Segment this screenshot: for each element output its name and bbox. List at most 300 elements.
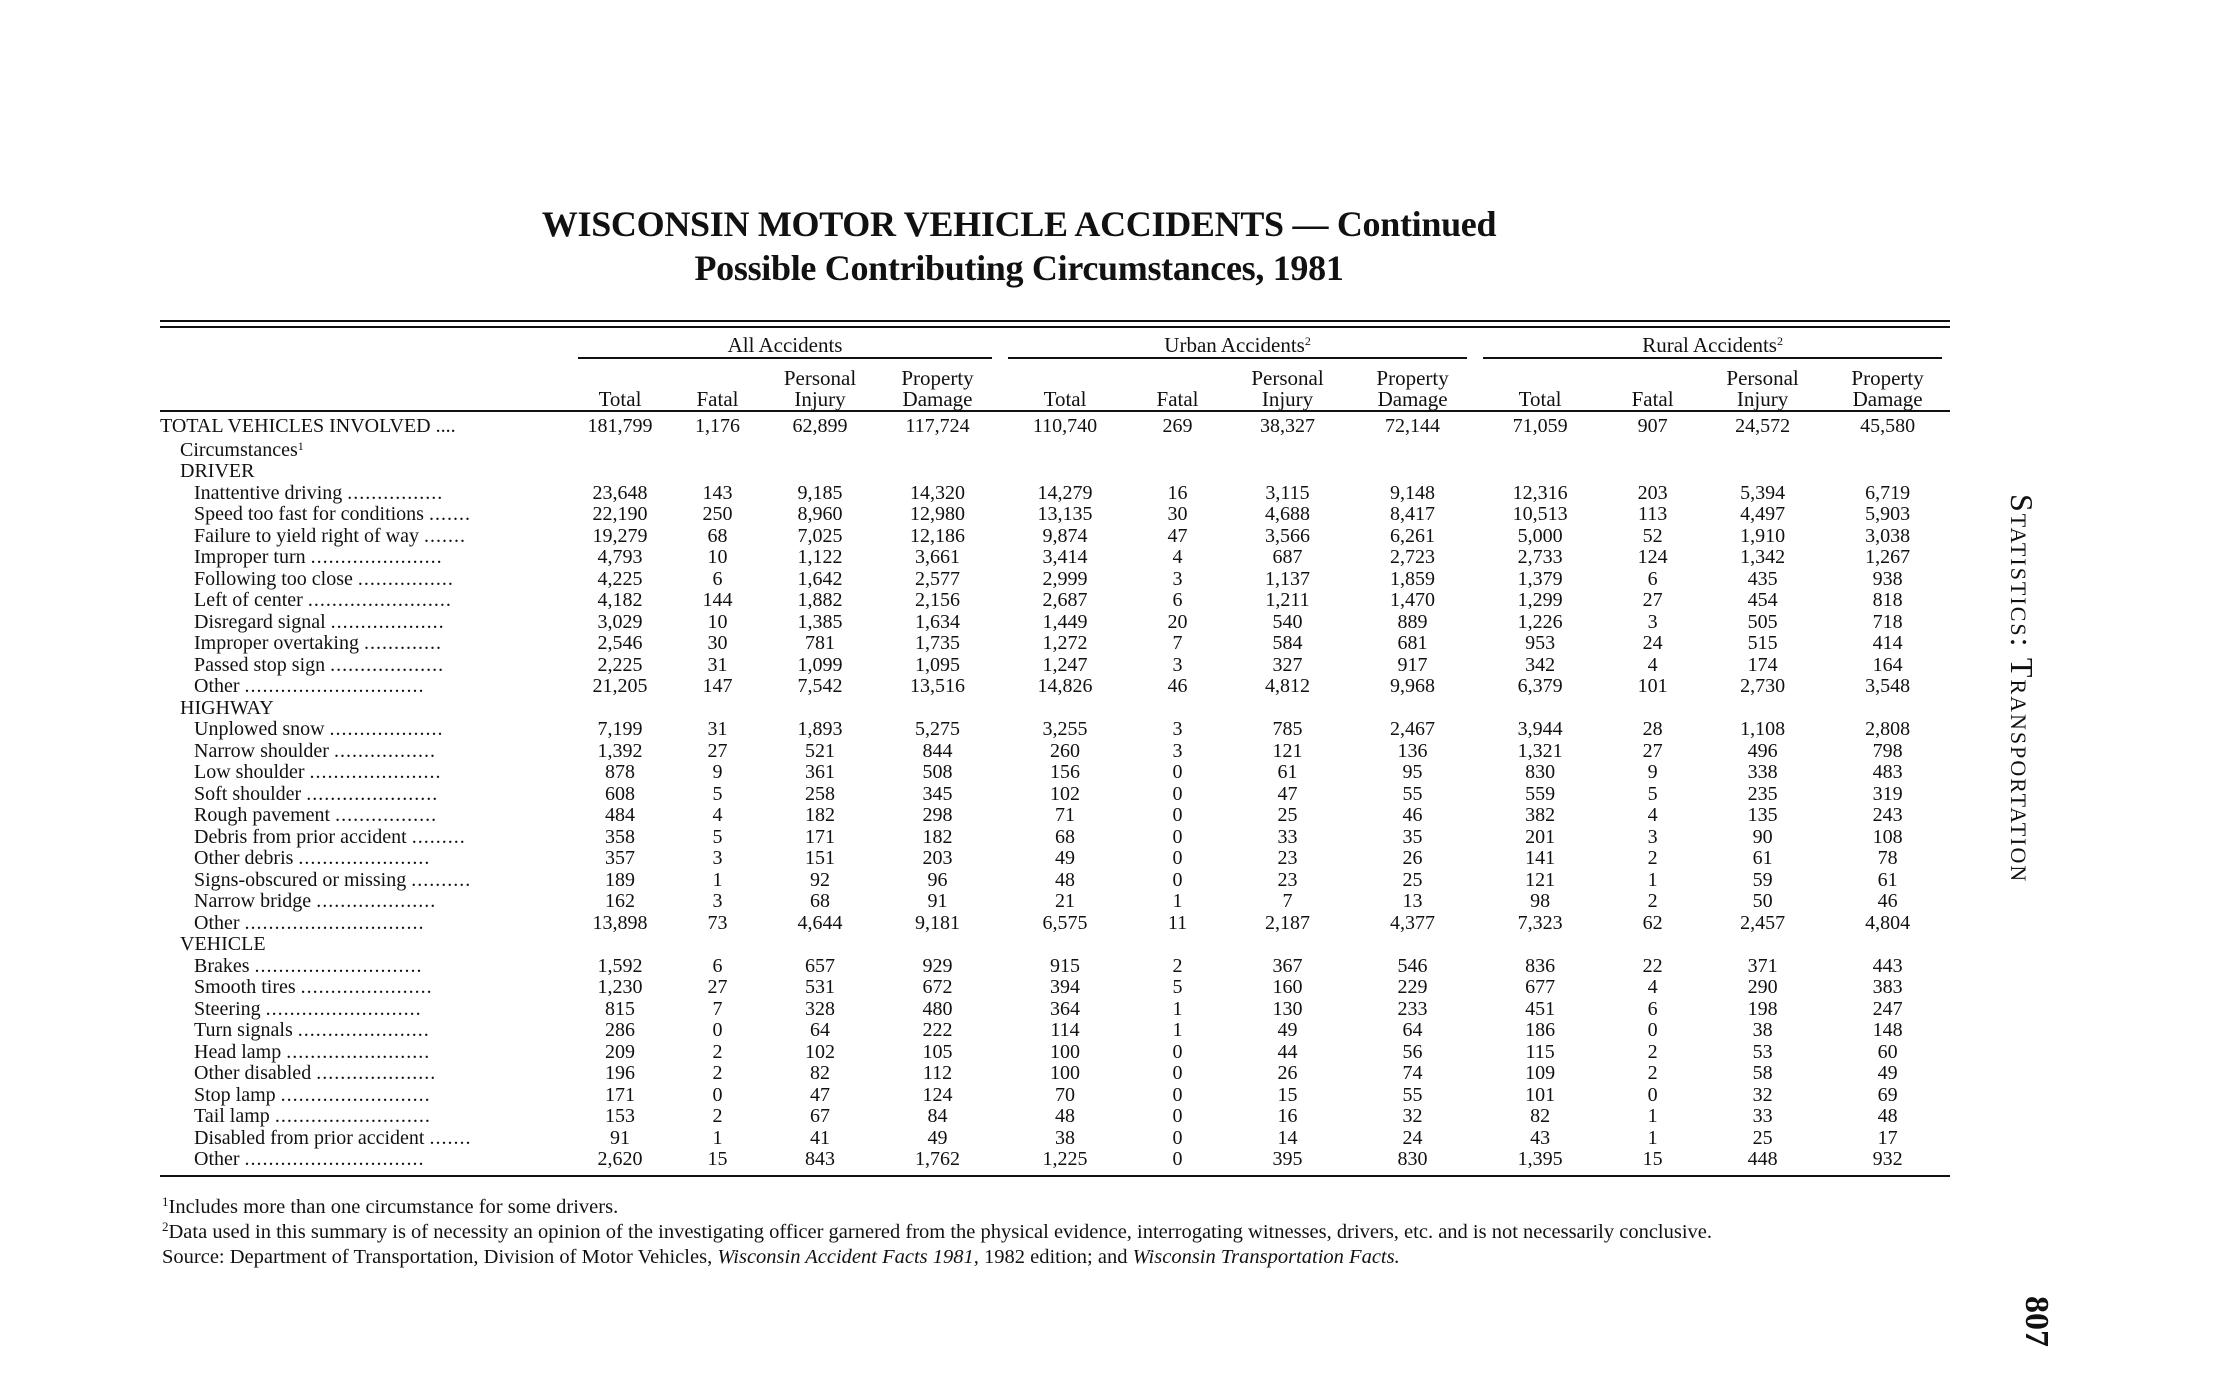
cell-value: 718 xyxy=(1872,611,1903,633)
row-label-text: Failure to yield right of way xyxy=(194,525,419,547)
cell-value: 56 xyxy=(1402,1041,1423,1063)
cell-value: 1 xyxy=(1172,998,1183,1020)
cell-value: 1,735 xyxy=(915,633,961,654)
leader-dots: .......................... xyxy=(265,998,422,1020)
cell-value: 0 xyxy=(1172,869,1183,891)
cell-value: 47 xyxy=(1167,525,1188,547)
cell-value: 101 xyxy=(1637,676,1668,697)
cell-value: 49 xyxy=(1055,848,1076,869)
cell-value: 2 xyxy=(712,1106,723,1127)
row-label xyxy=(160,999,570,1021)
leader-dots: ...................... xyxy=(298,848,431,869)
table-row xyxy=(160,526,1950,548)
cell-value: 7,025 xyxy=(797,525,843,547)
cell-value: 2,546 xyxy=(597,633,643,654)
table-row xyxy=(160,676,1950,698)
cell-value: 3 xyxy=(1647,611,1658,633)
cell-value: 250 xyxy=(702,504,733,525)
row-label xyxy=(160,547,570,569)
cell-value: 71,059 xyxy=(1512,415,1568,437)
cell-value: 10 xyxy=(707,611,728,633)
page-title: WISCONSIN MOTOR VEHICLE ACCIDENTS — Continued xyxy=(541,204,1497,244)
cell-value: 1,272 xyxy=(1042,633,1088,654)
cell-value: 830 xyxy=(1350,1149,1475,1176)
cell-value: 114 xyxy=(1050,1020,1080,1041)
leader-dots: .......... xyxy=(411,869,472,891)
cell-value: 121 xyxy=(1272,740,1303,762)
cell-value: 3,566 xyxy=(1265,525,1311,547)
row-label xyxy=(160,848,570,870)
leader-dots: ....... xyxy=(429,1127,472,1149)
cell-value: 0 xyxy=(1172,1063,1183,1084)
cell-value: 1 xyxy=(1647,1106,1658,1127)
table-row xyxy=(160,977,1950,999)
cell-value: 151 xyxy=(805,848,835,869)
cell-value: 6 xyxy=(1647,568,1658,590)
cell-value: 143 xyxy=(702,482,733,504)
cell-value: 260 xyxy=(1050,740,1081,762)
cell-value: 44 xyxy=(1277,1041,1298,1063)
row-label-text: Improper turn xyxy=(194,547,306,568)
cell-value: 521 xyxy=(805,740,835,762)
cell-value: 878 xyxy=(605,762,635,783)
cell-value: 25 xyxy=(1277,805,1298,826)
cell-value: 21 xyxy=(1055,891,1076,912)
table-row xyxy=(160,891,1950,913)
cell-value: 0 xyxy=(1172,1106,1183,1127)
table-row xyxy=(160,633,1950,655)
row-label xyxy=(160,1149,570,1176)
cell-value: 61 xyxy=(1752,848,1773,869)
section-heading-row xyxy=(160,934,1950,956)
cell-value: 13,516 xyxy=(910,676,966,697)
table-row xyxy=(160,762,1950,784)
cell-value: 41 xyxy=(810,1127,830,1149)
cell-value: 781 xyxy=(805,633,835,654)
cell-value: 68 xyxy=(810,891,830,912)
leader-dots: ...................... xyxy=(306,783,439,805)
cell-value: 0 xyxy=(1172,848,1183,869)
cell-value: 5 xyxy=(712,826,723,848)
cell-value: 9,874 xyxy=(1042,525,1088,547)
accident-circumstances-table xyxy=(160,334,1950,1177)
cell-value: 357 xyxy=(605,848,635,869)
circumstances-label-row xyxy=(160,440,1950,462)
cell-value: 209 xyxy=(605,1041,635,1063)
cell-value: 101 xyxy=(1525,1084,1556,1106)
cell-value: 496 xyxy=(1747,740,1778,762)
running-head: Statistics: Transportation xyxy=(2004,494,2040,884)
cell-value: 117,724 xyxy=(905,415,970,437)
section-heading-row xyxy=(160,461,1950,483)
cell-value: 9,185 xyxy=(797,482,843,504)
cell-value: 23,648 xyxy=(592,482,648,504)
cell-value: 338 xyxy=(1747,762,1778,783)
row-label xyxy=(160,504,570,526)
cell-value: 0 xyxy=(1172,783,1183,805)
col-header-property-damage: Property Damage xyxy=(1376,366,1449,411)
cell-value: 505 xyxy=(1747,611,1778,633)
cell-value: 68 xyxy=(707,525,728,547)
leader-dots: .............................. xyxy=(244,676,425,697)
col-header-fatal: Fatal xyxy=(1156,387,1199,411)
cell-value: 4,812 xyxy=(1265,676,1311,697)
table-row xyxy=(160,1106,1950,1128)
section-heading: DRIVER xyxy=(180,461,255,482)
column-header-row xyxy=(160,360,1950,411)
cell-value: 1,137 xyxy=(1265,568,1311,590)
cell-value: 1,321 xyxy=(1517,740,1563,762)
cell-value: 49 xyxy=(1877,1063,1898,1084)
cell-value: 2,467 xyxy=(1390,719,1436,740)
cell-value: 196 xyxy=(605,1063,635,1084)
cell-value: 345 xyxy=(922,783,953,805)
cell-value: 2,999 xyxy=(1042,568,1088,590)
cell-value: 414 xyxy=(1872,633,1903,654)
cell-value: 46 xyxy=(1402,805,1423,826)
table-row xyxy=(160,590,1950,612)
row-label-text: Narrow shoulder xyxy=(194,740,329,762)
cell-value: 48 xyxy=(1055,1106,1076,1127)
leader-dots: ...................... xyxy=(310,547,443,568)
cell-value: 3,038 xyxy=(1865,525,1911,547)
cell-value: 43 xyxy=(1530,1127,1551,1149)
cell-value: 1 xyxy=(1647,869,1658,891)
cell-value: 16 xyxy=(1277,1106,1298,1127)
cell-value: 32 xyxy=(1402,1106,1423,1127)
cell-value: 3,115 xyxy=(1265,482,1310,504)
row-label xyxy=(160,891,570,913)
row-label xyxy=(160,784,570,806)
cell-value: 1,108 xyxy=(1740,719,1786,740)
col-header-total: Total xyxy=(1043,387,1087,411)
cell-value: 9,148 xyxy=(1390,482,1436,504)
col-header-fatal: Fatal xyxy=(696,387,739,411)
leader-dots: ............................ xyxy=(254,955,423,977)
cell-value: 38 xyxy=(1752,1020,1773,1041)
cell-value: 1,893 xyxy=(797,719,843,740)
cell-value: 1 xyxy=(1647,1127,1658,1149)
cell-value: 124 xyxy=(1637,547,1668,568)
cell-value: 7 xyxy=(712,998,723,1020)
cell-value: 1,470 xyxy=(1390,590,1436,611)
row-label xyxy=(160,1020,570,1042)
cell-value: 181,799 xyxy=(587,415,653,437)
cell-value: 2 xyxy=(1172,955,1183,977)
table-row xyxy=(160,848,1950,870)
cell-value: 135 xyxy=(1747,805,1778,826)
cell-value: 1,267 xyxy=(1865,547,1911,568)
col-header-personal-injury: Personal Injury xyxy=(783,366,857,411)
table-row xyxy=(160,1020,1950,1042)
cell-value: 1 xyxy=(712,1127,723,1149)
cell-value: 4 xyxy=(1647,805,1658,826)
cell-value: 31 xyxy=(707,654,728,676)
cell-value: 2,225 xyxy=(597,654,643,676)
cell-value: 1,122 xyxy=(797,547,843,568)
cell-value: 14,826 xyxy=(1037,676,1093,697)
cell-value: 3,548 xyxy=(1865,676,1911,697)
cell-value: 3 xyxy=(1172,568,1183,590)
row-label xyxy=(160,612,570,634)
cell-value: 38 xyxy=(1055,1127,1076,1149)
cell-value: 258 xyxy=(805,783,835,805)
cell-value: 95 xyxy=(1402,762,1423,783)
cell-value: 26 xyxy=(1277,1063,1298,1084)
cell-value: 4 xyxy=(1172,547,1183,568)
cell-value: 203 xyxy=(922,848,953,869)
cell-value: 171 xyxy=(605,1084,635,1106)
cell-value: 844 xyxy=(922,740,953,762)
row-label xyxy=(160,676,570,698)
row-label-text: Other debris xyxy=(194,848,294,869)
leader-dots: ......................... xyxy=(280,1084,431,1106)
cell-value: 84 xyxy=(927,1106,948,1127)
cell-value: 91 xyxy=(927,891,948,912)
cell-value: 45,580 xyxy=(1860,415,1916,437)
cell-value: 203 xyxy=(1637,482,1668,504)
cell-value: 35 xyxy=(1402,826,1423,848)
table-row xyxy=(160,655,1950,677)
row-label-text: Other xyxy=(194,912,240,934)
leader-dots: ...................... xyxy=(309,762,442,783)
cell-value: 1,910 xyxy=(1740,525,1786,547)
cell-value: 785 xyxy=(1272,719,1303,740)
cell-value: 171 xyxy=(805,826,835,848)
cell-value: 62,899 xyxy=(792,415,848,437)
cell-value: 4,497 xyxy=(1740,504,1786,525)
cell-value: 91 xyxy=(610,1127,630,1149)
cell-value: 687 xyxy=(1272,547,1303,568)
cell-value: 2 xyxy=(1647,891,1658,912)
top-double-rule-2 xyxy=(160,326,1950,328)
cell-value: 2,156 xyxy=(915,590,961,611)
cell-value: 73 xyxy=(707,912,728,934)
row-label-text: Disabled from prior accident xyxy=(194,1127,425,1149)
cell-value: 96 xyxy=(927,869,948,891)
leader-dots: ............. xyxy=(363,633,442,654)
cell-value: 915 xyxy=(1050,955,1081,977)
row-label xyxy=(160,762,570,784)
table-row xyxy=(160,1085,1950,1107)
cell-value: 0 xyxy=(1172,1084,1183,1106)
cell-value: 932 xyxy=(1825,1149,1950,1176)
cell-value: 1,634 xyxy=(915,611,961,633)
row-label: TOTAL VEHICLES INVOLVED .... xyxy=(160,415,456,437)
row-label xyxy=(160,1063,570,1085)
cell-value: 448 xyxy=(1700,1149,1825,1176)
cell-value: 1,211 xyxy=(1265,590,1310,611)
cell-value: 830 xyxy=(1525,762,1556,783)
cell-value: 483 xyxy=(1872,762,1903,783)
cell-value: 153 xyxy=(605,1106,635,1127)
cell-value: 17 xyxy=(1877,1127,1898,1149)
cell-value: 69 xyxy=(1877,1084,1898,1106)
cell-value: 1,176 xyxy=(695,415,740,437)
row-label-text: Other xyxy=(194,1149,240,1170)
cell-value: 480 xyxy=(922,998,953,1020)
row-label-text: Head lamp xyxy=(194,1041,282,1063)
cell-value: 222 xyxy=(922,1020,953,1041)
cell-value: 92 xyxy=(810,869,830,891)
cell-value: 62 xyxy=(1642,912,1663,934)
table-row xyxy=(160,827,1950,849)
cell-value: 67 xyxy=(810,1106,830,1127)
group-header-row xyxy=(160,334,1950,360)
cell-value: 33 xyxy=(1752,1106,1773,1127)
cell-value: 12,980 xyxy=(910,504,966,525)
cell-value: 1 xyxy=(712,869,723,891)
table-row xyxy=(160,1042,1950,1064)
row-label-text: Inattentive driving xyxy=(194,482,343,504)
cell-value: 48 xyxy=(1877,1106,1898,1127)
cell-value: 2 xyxy=(1647,1041,1658,1063)
cell-value: 358 xyxy=(605,826,635,848)
cell-value: 371 xyxy=(1747,955,1778,977)
cell-value: 8,417 xyxy=(1390,504,1436,525)
cell-value: 2,187 xyxy=(1265,912,1311,934)
cell-value: 61 xyxy=(1877,869,1898,891)
cell-value: 68 xyxy=(1055,826,1076,848)
cell-value: 113 xyxy=(1637,504,1668,525)
cell-value: 82 xyxy=(810,1063,830,1084)
cell-value: 2 xyxy=(1647,1063,1658,1084)
cell-value: 102 xyxy=(805,1041,835,1063)
row-label xyxy=(160,870,570,892)
row-label-text: Improper overtaking xyxy=(194,633,359,654)
cell-value: 47 xyxy=(1277,783,1298,805)
cell-value: 0 xyxy=(1647,1084,1658,1106)
row-label xyxy=(160,569,570,591)
row-label-text: Tail lamp xyxy=(194,1106,270,1127)
leader-dots: .................... xyxy=(316,1063,437,1084)
cell-value: 2 xyxy=(712,1063,723,1084)
section-heading: HIGHWAY xyxy=(180,697,274,719)
section-heading: VEHICLE xyxy=(180,934,266,955)
cell-value: 484 xyxy=(605,805,635,826)
row-label-text: Brakes xyxy=(194,955,250,977)
cell-value: 5 xyxy=(712,783,723,805)
cell-value: 47 xyxy=(810,1084,830,1106)
leader-dots: ................ xyxy=(347,482,444,504)
cell-value: 162 xyxy=(605,891,635,912)
cell-value: 52 xyxy=(1642,525,1663,547)
cell-value: 0 xyxy=(712,1084,723,1106)
cell-value: 130 xyxy=(1272,998,1303,1020)
cell-value: 342 xyxy=(1525,654,1556,676)
cell-value: 2 xyxy=(712,1041,723,1063)
cell-value: 25 xyxy=(1752,1127,1773,1149)
cell-value: 15 xyxy=(670,1149,765,1176)
group-urban-accidents: Urban Accidents$^2$ xyxy=(1000,334,1475,360)
cell-value: 2,723 xyxy=(1390,547,1436,568)
leader-dots: ......... xyxy=(411,826,466,848)
cell-value: 201 xyxy=(1525,826,1556,848)
cell-value: 6,719 xyxy=(1865,482,1911,504)
cell-value: 8,960 xyxy=(797,504,843,525)
cell-value: 229 xyxy=(1397,977,1428,998)
cell-value: 112 xyxy=(922,1063,953,1084)
cell-value: 382 xyxy=(1525,805,1556,826)
cell-value: 1,226 xyxy=(1517,611,1563,633)
cell-value: 327 xyxy=(1272,654,1303,676)
row-label xyxy=(160,655,570,677)
cell-value: 9 xyxy=(712,762,723,783)
cell-value: 435 xyxy=(1747,568,1778,590)
cell-value: 10 xyxy=(707,547,728,568)
leader-dots: ........................ xyxy=(307,590,452,611)
cell-value: 78 xyxy=(1877,848,1898,869)
col-header-personal-injury: Personal Injury xyxy=(1251,366,1324,411)
row-label-text: Disregard signal xyxy=(194,611,326,633)
cell-value: 30 xyxy=(1167,504,1188,525)
cell-value: 12,316 xyxy=(1512,482,1568,504)
cell-value: 4 xyxy=(712,805,723,826)
table-row xyxy=(160,913,1950,935)
cell-value: 27 xyxy=(1642,590,1663,611)
cell-value: 164 xyxy=(1872,654,1903,676)
cell-value: 0 xyxy=(1172,826,1183,848)
cell-value: 14 xyxy=(1277,1127,1298,1149)
cell-value: 48 xyxy=(1055,869,1076,891)
cell-value: 608 xyxy=(605,783,635,805)
cell-value: 124 xyxy=(922,1084,953,1106)
cell-value: 672 xyxy=(922,977,953,998)
cell-value: 2 xyxy=(1647,848,1658,869)
cell-value: 64 xyxy=(810,1020,830,1041)
cell-value: 1,225 xyxy=(1000,1149,1130,1176)
cell-value: 70 xyxy=(1055,1084,1076,1106)
cell-value: 28 xyxy=(1642,719,1663,740)
cell-value: 0 xyxy=(1172,762,1183,783)
cell-value: 798 xyxy=(1872,740,1903,762)
cell-value: 515 xyxy=(1747,633,1778,654)
cell-value: 1,099 xyxy=(797,654,843,676)
cell-value: 929 xyxy=(922,955,953,977)
cell-value: 182 xyxy=(922,826,953,848)
col-header-personal-injury: Personal Injury xyxy=(1726,366,1799,411)
cell-value: 30 xyxy=(707,633,728,654)
cell-value: 6 xyxy=(712,568,723,590)
cell-value: 6 xyxy=(712,955,723,977)
cell-value: 6 xyxy=(1172,590,1183,611)
cell-value: 657 xyxy=(805,955,835,977)
cell-value: 4,182 xyxy=(597,590,643,611)
row-label xyxy=(160,827,570,849)
cell-value: 74 xyxy=(1402,1063,1423,1084)
cell-value: 367 xyxy=(1272,955,1303,977)
cell-value: 243 xyxy=(1872,805,1903,826)
cell-value: 71 xyxy=(1055,805,1076,826)
leader-dots: ................ xyxy=(357,568,454,590)
cell-value: 7 xyxy=(1172,633,1183,654)
row-label xyxy=(160,590,570,612)
total-vehicles-row xyxy=(160,411,1950,440)
cell-value: 2,457 xyxy=(1740,912,1786,934)
row-label xyxy=(160,1042,570,1064)
cell-value: 21,205 xyxy=(592,676,648,697)
cell-value: 1,762 xyxy=(875,1149,1000,1176)
cell-value: 100 xyxy=(1050,1041,1081,1063)
row-label-text: Signs-obscured or missing xyxy=(194,869,407,891)
cell-value: 4,377 xyxy=(1390,912,1436,934)
cell-value: 186 xyxy=(1525,1020,1556,1041)
cell-value: 72,144 xyxy=(1385,415,1441,437)
footnotes xyxy=(162,1195,1962,1270)
cell-value: 361 xyxy=(805,762,835,783)
cell-value: 443 xyxy=(1872,955,1903,977)
cell-value: 1,247 xyxy=(1042,654,1088,676)
